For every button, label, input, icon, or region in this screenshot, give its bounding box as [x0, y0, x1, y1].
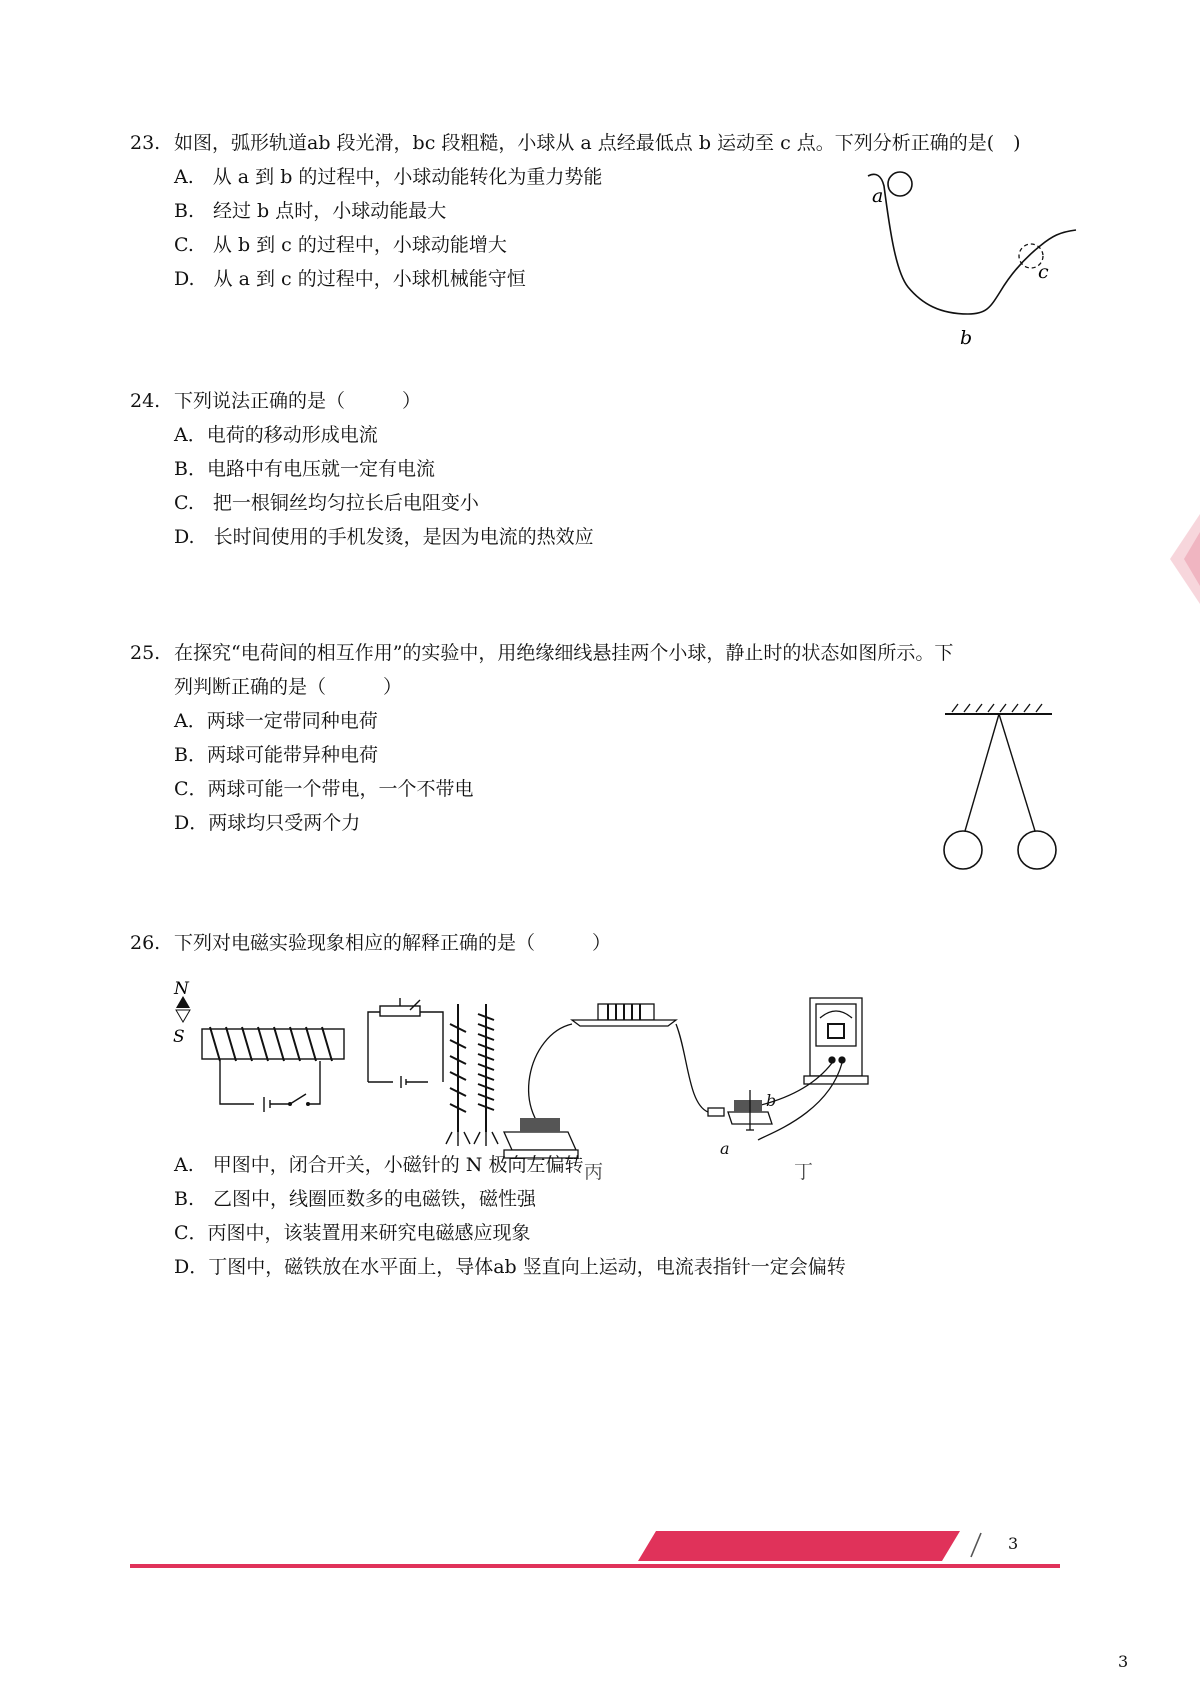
thread-right — [999, 714, 1035, 831]
option-c: C. 把一根铜丝均匀拉长后电阻变小 — [174, 492, 479, 514]
question-number: 24. — [130, 390, 161, 412]
ball-left — [944, 831, 982, 869]
label-s: S — [173, 1027, 185, 1047]
option-c: C．丙图中，该装置用来研究电磁感应现象 — [174, 1222, 531, 1244]
option-b: B. 经过 b 点时，小球动能最大 — [174, 200, 447, 222]
option-b: B. 乙图中，线圈匝数多的电磁铁，磁性强 — [174, 1188, 537, 1210]
track-figure — [860, 162, 1080, 352]
compass-south — [176, 1010, 190, 1022]
ceiling-hatch — [952, 704, 1042, 712]
question-26 — [130, 926, 1090, 960]
figure-ding — [720, 998, 868, 1158]
option-a: A．电荷的移动形成电流 — [174, 424, 378, 446]
option-d: D. 从 a 到 c 的过程中，小球机械能守恒 — [174, 268, 526, 290]
page-number: 3 — [1008, 1534, 1019, 1553]
question-stem-cont: 列判断正确的是（ ） — [174, 676, 403, 698]
outer-page-number: 3 — [1118, 1652, 1129, 1671]
option-a: A. 甲图中，闭合开关，小磁针的 N 极向左偏转 — [174, 1154, 584, 1176]
option-a: A. 从 a 到 b 的过程中，小球动能转化为重力势能 — [174, 166, 603, 188]
footer-tab — [638, 1531, 998, 1565]
question-stem: 在探究“电荷间的相互作用”的实验中，用绝缘细线悬挂两个小球，静止时的状态如图所示。下 — [174, 642, 954, 664]
ball-at-a — [888, 172, 912, 196]
ball-right — [1018, 831, 1056, 869]
label-b: b — [960, 327, 973, 349]
label-c: c — [1038, 261, 1049, 283]
question-stem: 下列说法正确的是（ ） — [174, 390, 422, 412]
side-decoration — [1166, 514, 1200, 608]
caption-ding: 丁 — [794, 1161, 814, 1183]
circuit-jia — [220, 1061, 320, 1112]
label-a: a — [872, 185, 884, 207]
hanging-balls-figure — [940, 700, 1070, 870]
question-stem: 下列对电磁实验现象相应的解释正确的是（ ） — [174, 932, 612, 954]
figure-bing — [504, 1004, 724, 1158]
caption-bing: 丙 — [584, 1161, 604, 1183]
figure-jia — [173, 979, 344, 1112]
option-c: C．两球可能一个带电，一个不带电 — [174, 778, 474, 800]
option-c: C. 从 b 到 c 的过程中，小球动能增大 — [174, 234, 507, 256]
option-d: D．丁图中，磁铁放在水平面上，导体ab 竖直向上运动，电流表指针一定会偏转 — [174, 1256, 846, 1278]
question-number: 23. — [130, 132, 161, 154]
figure-yi — [368, 998, 498, 1146]
question-26-options — [130, 1148, 1090, 1284]
option-b: B．电路中有电压就一定有电流 — [174, 458, 435, 480]
question-stem: 如图，弧形轨道ab 段光滑，bc 段粗糙，小球从 a 点经最低点 b 运动至 c 点。下列分析正确的是( ) — [174, 132, 1021, 154]
question-number: 26. — [130, 932, 161, 954]
option-b: B．两球可能带异种电荷 — [174, 744, 378, 766]
question-24 — [130, 384, 1090, 554]
label-b: b — [766, 1091, 777, 1110]
option-d: D. 长时间使用的手机发烫，是因为电流的热效应 — [174, 526, 594, 548]
option-d: D．两球均只受两个力 — [174, 812, 361, 834]
label-n: N — [174, 979, 189, 999]
label-a: a — [720, 1139, 730, 1158]
thread-left — [965, 714, 999, 831]
option-a: A．两球一定带同种电荷 — [174, 710, 378, 732]
iron-core — [202, 1029, 344, 1059]
footer-bar — [130, 1564, 1060, 1568]
question-number: 25. — [130, 642, 161, 664]
